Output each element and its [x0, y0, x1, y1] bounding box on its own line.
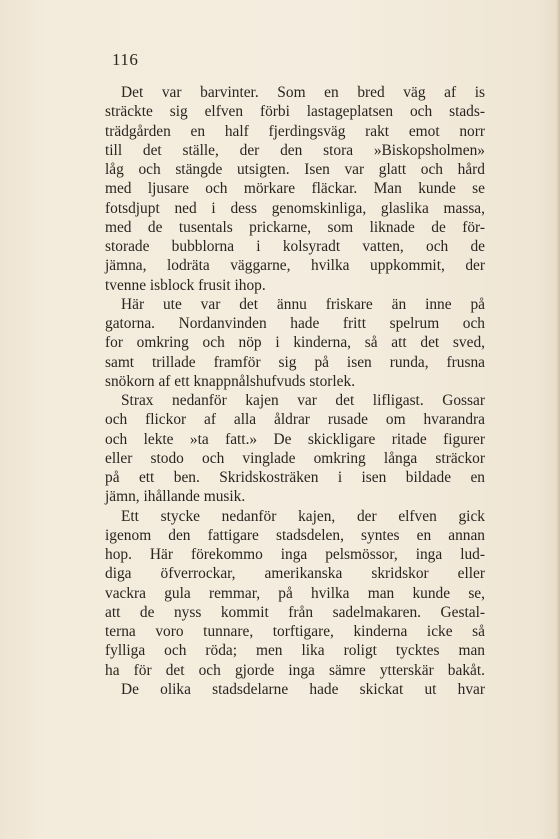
text-line: storade bubblorna i kolsyradt vatten, och de [105, 238, 485, 255]
page-number: 116 [112, 50, 139, 69]
text-line: De olika stadsdelarne hade skickat ut hvar [121, 680, 485, 698]
text-line: jämn, ihållande musik. [105, 488, 246, 506]
text-line: igenom den fattigare stadsdelen, syntes en annan [105, 526, 485, 544]
text-line: hop. Här förekommo inga pelsmössor, inga lud- [105, 546, 485, 563]
text-line: vackra gula remmar, på hvilka man kunde se, [105, 584, 485, 602]
text-line: med ljusare och mörkare fläckar. Man kunde se [105, 180, 485, 198]
text-line: Här ute var det ännu friskare än inne på [121, 295, 485, 313]
text-line: samt trillade framför sig på isen runda, frusna [105, 353, 485, 371]
text-line: Ett stycke nedanför kajen, der elfven gick [121, 507, 485, 525]
text-line: diga öfverrockar, amerikanska skridskor eller [105, 565, 485, 583]
text-line: snökorn af ett knappnålshufvuds storlek. [105, 372, 356, 390]
text-line: och lekte »ta fatt.» De skickligare ritade figurer [105, 430, 485, 448]
text-line: tvenne isblock frusit ihop. [105, 276, 266, 294]
text-line: Strax nedanför kajen var det lifligast. Gossar [121, 392, 485, 409]
text-line: på ett ben. Skridskosträken i isen bildade en [105, 469, 485, 486]
text-line: låg och stängde utsigten. Isen var glatt och hård [105, 161, 485, 178]
text-line: jämna, lodräta väggarne, hvilka uppkommit, der [105, 257, 485, 275]
text-line: terna voro tunnare, torftigare, kinderna icke så [105, 623, 485, 640]
text-line: sträckte sig elfven förbi lastageplatsen och stads- [105, 103, 485, 121]
text-line: Det var barvinter. Som en bred väg af is [121, 84, 485, 101]
text-line: fylliga och röda; men lika roligt tycktes man [105, 642, 485, 660]
text-line: fotsdjupt ned i dess genomskinliga, glaslika massa, [105, 199, 485, 217]
text-line: med de tusentals prickarne, som liknade de för- [105, 218, 485, 236]
page-edge-shadow [556, 0, 560, 839]
text-line: trädgården en half fjerdingsväg rakt emot norr [105, 122, 485, 140]
text-line: ha för det och gjorde inga sämre ytterskär bakåt. [105, 661, 485, 679]
text-line: till det ställe, der den stora »Biskopsholmen» [105, 141, 485, 159]
text-line: att de nyss kommit från sadelmakaren. Gestal- [105, 603, 485, 621]
text-line: gatorna. Nordanvinden hade fritt spelrum och [105, 315, 485, 332]
text-line: eller stodo och vinglade omkring långa sträckor [105, 449, 485, 467]
text-line: och flickor af alla åldrar rusade om hvarandra [105, 411, 485, 429]
text-line: for omkring och nöp i kinderna, så att det sved, [105, 334, 485, 352]
body-text [105, 83, 485, 699]
